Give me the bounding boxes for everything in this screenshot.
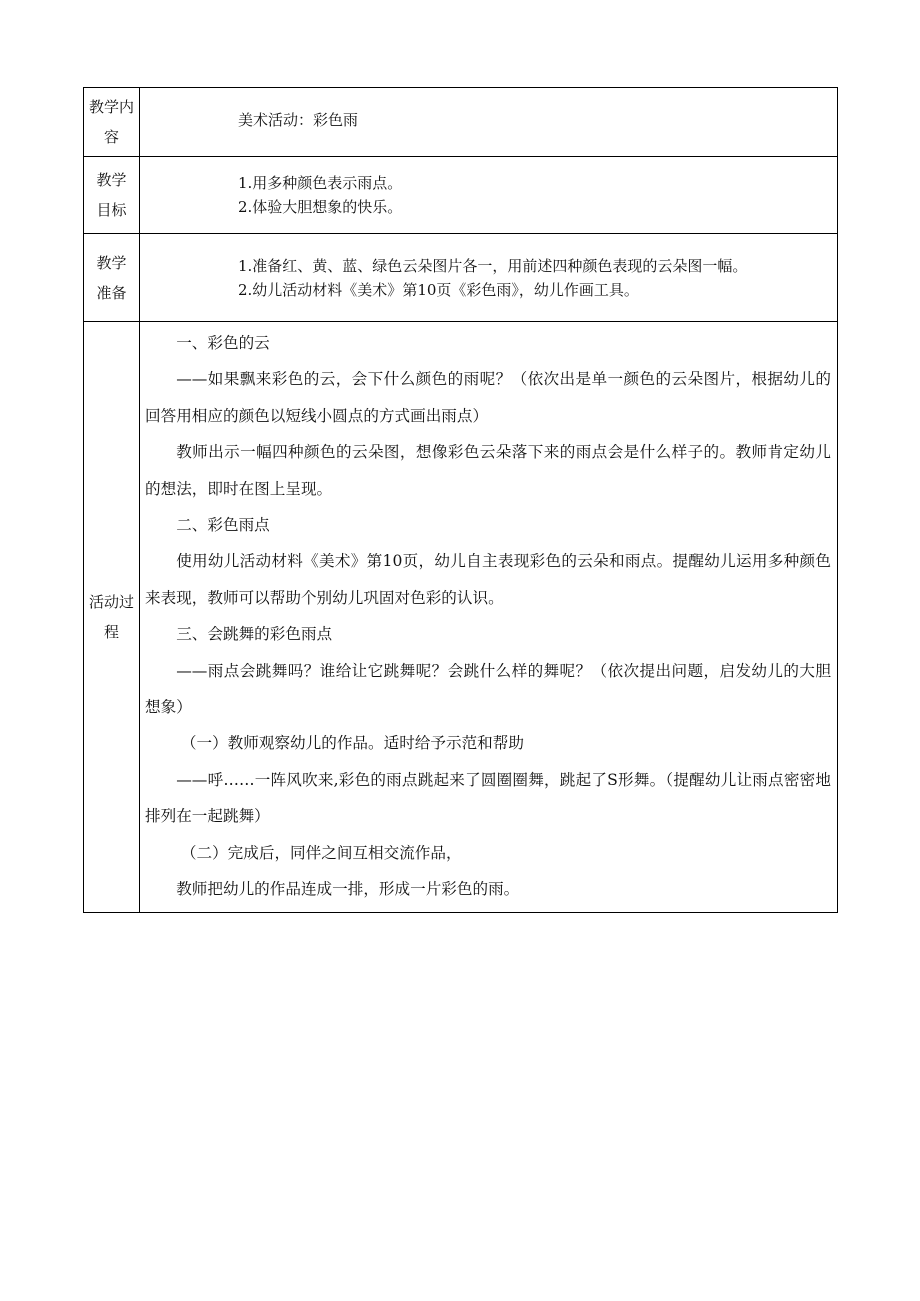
label-line: 容 <box>103 128 119 146</box>
row-teaching-content <box>84 88 838 157</box>
process-paragraph: ——如果飘来彩色的云，会下什么颜色的雨呢？（依次出是单一颜色的云朵图片，根据幼儿的回答用相应的颜色以短线小圆点的方式画出雨点） <box>145 370 831 425</box>
row-teaching-goals <box>84 157 838 234</box>
label-line: 程 <box>103 622 119 641</box>
label-line: 教学 <box>96 171 127 189</box>
lesson-plan-table <box>83 87 838 913</box>
process-heading: 三、会跳舞的彩色雨点 <box>176 625 333 644</box>
value-teaching-content <box>140 88 838 157</box>
process-heading: 一、彩色的云 <box>176 334 270 352</box>
process-paragraph: ——呼……一阵风吹来,彩色的雨点跳起来了圆圈圈舞，跳起了S形舞。（提醒幼儿让雨点密密地排列在一起跳舞） <box>145 770 831 826</box>
process-paragraph: 使用幼儿活动材料《美术》第10页，幼儿自主表现彩色的云朵和雨点。提醒幼儿运用多种颜色来表现，教师可以帮助个别幼儿巩固对色彩的认识。 <box>145 552 831 607</box>
process-subheading: （一）教师观察幼儿的作品。适时给予示范和帮助 <box>180 734 524 753</box>
goal-item: 2.体验大胆想象的快乐。 <box>238 198 403 216</box>
goal-item: 1.用多种颜色表示雨点。 <box>238 174 403 192</box>
process-subheading: （二）完成后，同伴之间互相交流作品， <box>180 843 462 862</box>
content-text: 美术活动：彩色雨 <box>238 111 359 129</box>
process-heading: 二、彩色雨点 <box>176 516 270 535</box>
label-teaching-preparation <box>84 234 140 322</box>
row-activity-process <box>84 322 838 913</box>
label-line: 教学 <box>96 253 127 272</box>
label-line: 教学内 <box>88 98 134 116</box>
value-activity-process <box>140 322 838 913</box>
label-teaching-goals <box>84 157 140 234</box>
value-teaching-preparation <box>140 234 838 322</box>
process-paragraph: 教师出示一幅四种颜色的云朵图，想像彩色云朵落下来的雨点会是什么样子的。教师肯定幼儿的想法，即时在图上呈现。 <box>145 443 831 498</box>
label-line: 目标 <box>96 201 127 219</box>
label-activity-process <box>84 322 140 913</box>
label-line: 活动过 <box>88 592 134 611</box>
prep-item: 2.幼儿活动材料《美术》第10页《彩色雨》，幼儿作画工具。 <box>238 280 639 299</box>
process-paragraph: 教师把幼儿的作品连成一排，形成一片彩色的雨。 <box>176 880 520 899</box>
row-teaching-preparation <box>84 234 838 322</box>
label-teaching-content <box>84 88 140 157</box>
value-teaching-goals <box>140 157 838 234</box>
prep-item: 1.准备红、黄、蓝、绿色云朵图片各一，用前述四种颜色表现的云朵图一幅。 <box>238 256 748 275</box>
label-line: 准备 <box>96 283 127 302</box>
process-paragraph: ——雨点会跳舞吗？谁给让它跳舞呢？会跳什么样的舞呢？（依次提出问题，启发幼儿的大胆想象） <box>145 661 831 717</box>
